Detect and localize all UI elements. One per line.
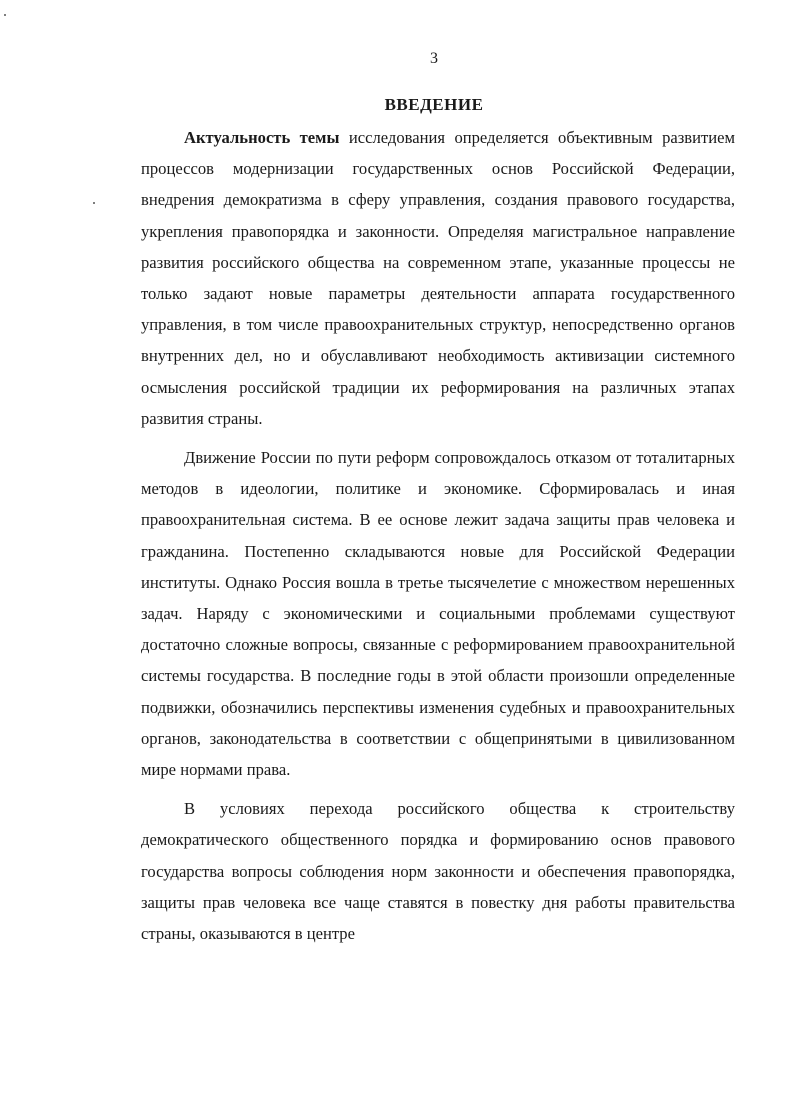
paragraph-text: Движение России по пути реформ сопровождалось отказом от тоталитарных методов в идеологии, политике и экономике. Сформировалась и иная правоохранительная система. В ее основе лежит задача защиты прав человека и гражданина. Постепенно складываются новые для Российской Федерации институты. Однако Россия вошла в третье тысячелетие с множеством нерешенных задач. Наряду с экономическими и социальными проблемами существуют достаточно сложные вопросы, связанные с реформированием правоохранительной системы государства. В последние годы в этой области произошли определенные подвижки, обозначились перспективы изменения судебных и правоохранительных органов, законодательства в соответствии с общепринятыми в цивилизованном мире нормами права.	[141, 448, 735, 780]
paragraph-lead: Актуальность темы	[184, 128, 340, 147]
paragraph-text: исследования определяется объективным развитием процессов модернизации государственных основ Российской Федерации, внедрения демократизма в сферу управления, создания правового государства, укрепления правопорядка и законности. Определяя магистральное направление развития российского общества на современном этапе, указанные процессы не только задают новые параметры деятельности аппарата государственного управления, в том числе правоохранительных структур, непосредственно органов внутренних дел, но и обуславливают необходимость активизации системного осмысления российской традиции их реформирования на различных этапах развития страны.	[141, 128, 735, 428]
scan-speck	[93, 202, 95, 204]
scan-speck	[4, 14, 6, 16]
body-text	[141, 122, 735, 949]
paragraph-2	[141, 442, 735, 785]
paragraph-1	[141, 122, 735, 434]
page-number: 3	[430, 50, 438, 67]
paragraph-3	[141, 793, 735, 949]
paragraph-text: В условиях перехода российского общества к строительству демократического общественного порядка и формированию основ правового государства вопросы соблюдения норм законности и обеспечения правопорядка, защиты прав человека все чаще ставятся в повестку дня работы правительства страны, оказываются в центре	[141, 799, 735, 944]
page-title: ВВЕДЕНИЕ	[384, 95, 484, 114]
